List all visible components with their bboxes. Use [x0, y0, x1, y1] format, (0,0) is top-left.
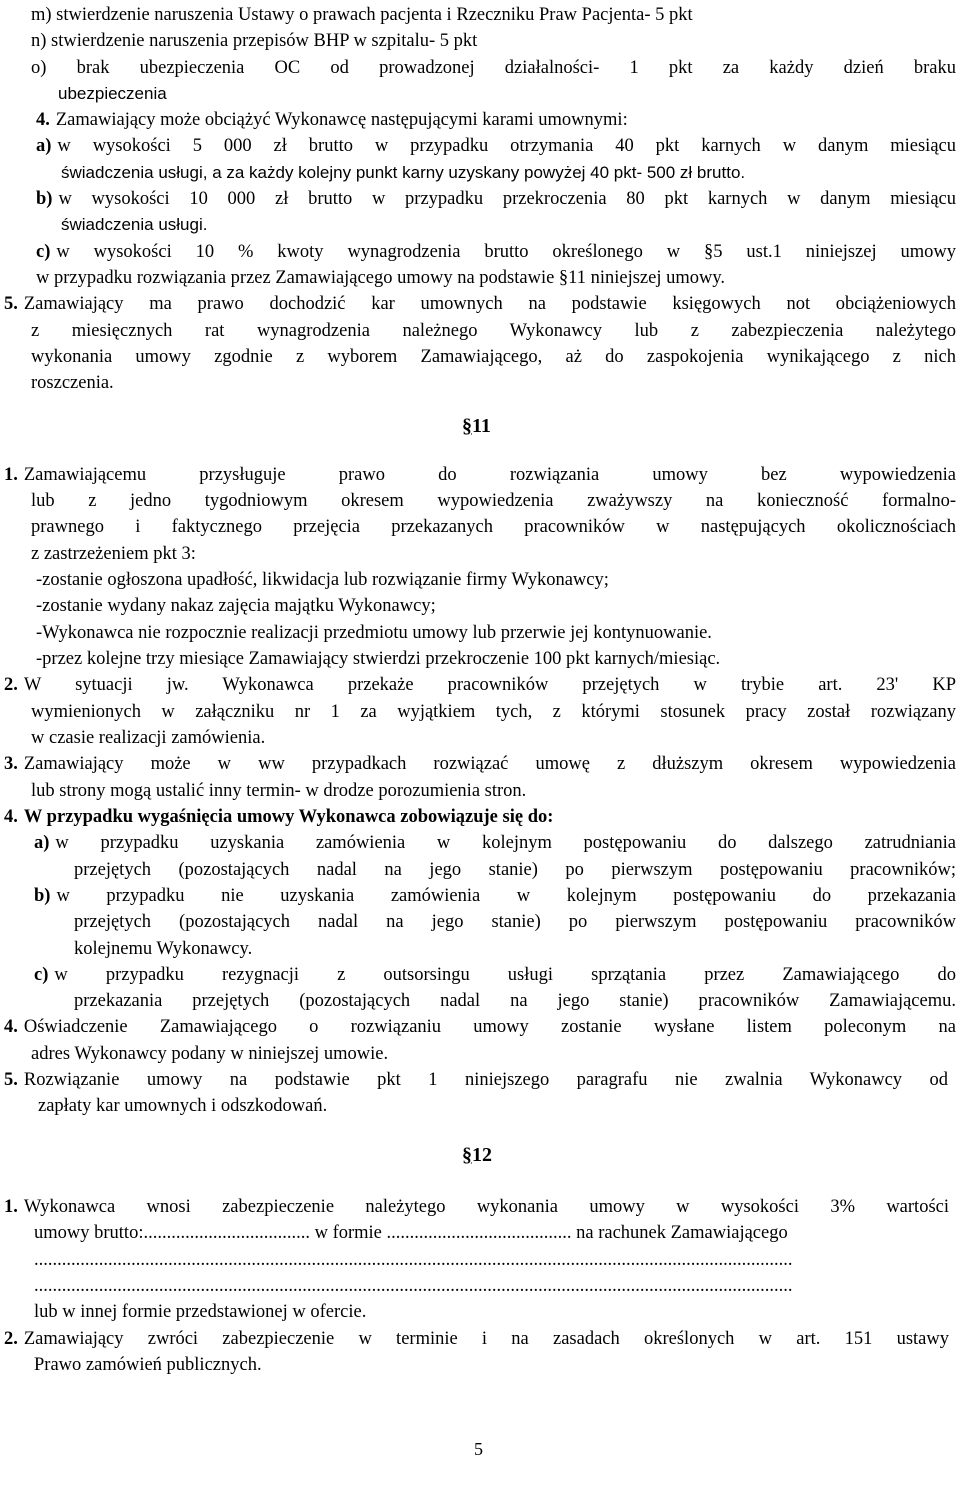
text-line	[4, 1326, 949, 1353]
text-line	[74, 857, 956, 884]
line-text: -zostanie ogłoszona upadłość, likwidacja lub rozwiązanie firmy Wykonawcy;	[36, 570, 609, 590]
line-text: lub strony mogą ustalić inny termin- w drodze porozumienia stron.	[31, 781, 527, 801]
text-line	[34, 1299, 956, 1326]
line-text: Wykonawca wnosi zabezpieczenie należytego wykonania umowy w wysokości 3% wartości	[23, 1197, 949, 1217]
section-heading	[462, 1142, 492, 1169]
text-line	[31, 778, 956, 805]
text-line	[34, 883, 956, 910]
list-marker: 4.	[4, 1017, 18, 1037]
text-line	[34, 1220, 952, 1247]
line-text: Zamawiający zwróci zabezpieczenie w terminie i na zasadach określonych w art. 151 ustawy	[23, 1329, 949, 1349]
line-text: przekazania przejętych (pozostających nadal na jego stanie) pracowników Zamawiającemu.	[74, 991, 956, 1011]
text-line	[36, 133, 956, 160]
line-text: lub z jedno tygodniowym okresem wypowiedzenia zważywszy na konieczność formalno-	[31, 491, 956, 511]
list-marker: 5.	[4, 1070, 18, 1090]
list-marker: 1.	[4, 465, 18, 485]
section-heading	[462, 413, 491, 440]
line-text: wymienionych w załączniku nr 1 za wyjątkiem tych, z którymi stosunek pracy został rozwiązany	[31, 702, 956, 722]
text-line	[31, 725, 956, 752]
line-text: świadczenia usługi.	[61, 215, 208, 234]
section-symbol: §	[462, 415, 472, 437]
line-text: Zamawiający może obciążyć Wykonawcę następującymi karami umownymi:	[55, 110, 628, 130]
text-line	[34, 1247, 956, 1274]
line-text: w przypadku rozwiązania przez Zamawiającego umowy na podstawie §11 niniejszej umowy.	[36, 268, 726, 288]
line-text: o) brak ubezpieczenia OC od prowadzonej działalności- 1 pkt za każdy dzień braku	[31, 58, 956, 78]
section-symbol: §	[462, 1144, 472, 1166]
line-text: prawnego i faktycznego przejęcia przekazanych pracowników w następujących okolicznościach	[31, 517, 956, 537]
list-marker: c)	[36, 242, 51, 262]
line-text: ....................................................................................................................................................................	[34, 1276, 793, 1296]
text-line	[34, 830, 956, 857]
line-text: w przypadku uzyskania zamówienia w kolejnym postępowaniu do dalszego zatrudniania	[55, 833, 956, 853]
line-text: z zastrzeżeniem pkt 3:	[31, 544, 196, 564]
page-number: 5	[474, 1439, 483, 1459]
text-line	[38, 1093, 948, 1120]
list-marker: 2.	[4, 1329, 18, 1349]
text-line	[36, 186, 956, 213]
section-number: 11	[472, 415, 491, 437]
line-text: w wysokości 10 % kwoty wynagrodzenia brutto określonego w §5 ust.1 niniejszej umowy	[56, 242, 956, 262]
line-text: w przypadku nie uzyskania zamówienia w kolejnym postępowaniu do przekazania	[56, 886, 956, 906]
text-line	[31, 370, 956, 397]
line-text: ....................................................................................................................................................................	[34, 1250, 793, 1270]
text-line	[4, 1014, 956, 1041]
text-line	[31, 2, 960, 29]
list-marker: 2.	[4, 675, 18, 695]
text-line	[58, 81, 958, 108]
line-text: -zostanie wydany nakaz zajęcia majątku Wykonawcy;	[36, 596, 436, 616]
line-text: Zamawiający ma prawo dochodzić kar umownych na podstawie księgowych not obciążeniowych	[23, 294, 956, 314]
text-line	[4, 1067, 948, 1094]
text-line	[34, 1352, 952, 1379]
line-text: W przypadku wygaśnięcia umowy Wykonawca zobowiązuje się do:	[23, 807, 554, 827]
text-line	[61, 212, 956, 239]
text-line	[74, 936, 956, 963]
list-marker: a)	[36, 136, 52, 156]
text-line	[74, 909, 956, 936]
list-marker: 5.	[4, 294, 18, 314]
line-text: kolejnemu Wykonawcy.	[74, 939, 253, 959]
text-line	[4, 291, 956, 318]
text-line	[36, 567, 956, 594]
text-line	[74, 988, 956, 1015]
line-text: w wysokości 5 000 zł brutto w przypadku otrzymania 40 pkt karnych w danym miesiącu	[57, 136, 956, 156]
line-text: lub w innej formie przedstawionej w ofercie.	[34, 1302, 367, 1322]
text-line	[31, 514, 956, 541]
text-line	[4, 462, 956, 489]
text-line	[31, 318, 956, 345]
text-line	[4, 751, 956, 778]
text-line	[34, 962, 956, 989]
text-line	[36, 265, 956, 292]
line-text: Zamawiającemu przysługuje prawo do rozwiązania umowy bez wypowiedzenia	[23, 465, 956, 485]
text-line	[4, 1194, 949, 1221]
line-text: Zamawiający może w ww przypadkach rozwiązać umowę z dłuższym okresem wypowiedzenia	[23, 754, 956, 774]
list-marker: b)	[36, 189, 53, 209]
text-line	[36, 107, 956, 134]
line-text: m) stwierdzenie naruszenia Ustawy o prawach pacjenta i Rzeczniku Praw Pacjenta- 5 pkt	[31, 5, 693, 25]
text-line	[36, 593, 956, 620]
text-line	[36, 646, 956, 673]
line-text: z miesięcznych rat wynagrodzenia należnego Wykonawcy lub z zabezpieczenia należytego	[31, 321, 956, 341]
section-number: 12	[472, 1144, 492, 1166]
line-text: wykonania umowy zgodnie z wyborem Zamawiającego, aż do zaspokojenia wynikającego z nich	[31, 347, 956, 367]
line-text: przejętych (pozostających nadal na jego stanie) po pierwszym postępowaniu pracowników;	[74, 860, 956, 880]
line-text: w czasie realizacji zamówienia.	[31, 728, 266, 748]
line-text: umowy brutto:.................................... w formie ........................................ na rachunek Zamawiającego	[34, 1223, 788, 1243]
line-text: roszczenia.	[31, 373, 114, 393]
line-text: -Wykonawca nie rozpocznie realizacji przedmiotu umowy lub przerwie jej kontynuowanie.	[36, 623, 712, 643]
text-line	[31, 55, 956, 82]
text-line	[4, 672, 956, 699]
line-text: adres Wykonawcy podany w niniejszej umowie.	[31, 1044, 389, 1064]
list-marker: a)	[34, 833, 50, 853]
line-text: -przez kolejne trzy miesiące Zamawiający stwierdzi przekroczenie 100 pkt karnych/miesiąc.	[36, 649, 721, 669]
list-marker: 3.	[4, 754, 18, 774]
line-text: Prawo zamówień publicznych.	[34, 1355, 262, 1375]
line-text: ubezpieczenia	[58, 84, 167, 103]
text-line	[31, 28, 960, 55]
text-line	[4, 804, 956, 831]
line-text: Oświadczenie Zamawiającego o rozwiązaniu umowy zostanie wysłane listem poleconym na	[23, 1017, 956, 1037]
line-text: zapłaty kar umownych i odszkodowań.	[38, 1096, 328, 1116]
line-text: Rozwiązanie umowy na podstawie pkt 1 niniejszego paragrafu nie zwalnia Wykonawcy od	[23, 1070, 948, 1090]
list-marker: 1.	[4, 1197, 18, 1217]
text-line	[31, 1041, 956, 1068]
text-line	[61, 160, 956, 187]
line-text: w wysokości 10 000 zł brutto w przypadku przekroczenia 80 pkt karnych w danym miesiącu	[58, 189, 956, 209]
text-line	[31, 488, 956, 515]
text-line	[31, 541, 956, 568]
text-line	[36, 620, 956, 647]
text-line	[36, 239, 956, 266]
line-text: n) stwierdzenie naruszenia przepisów BHP w szpitalu- 5 pkt	[31, 31, 478, 51]
list-marker: b)	[34, 886, 51, 906]
line-text: świadczenia usługi, a za każdy kolejny punkt karny uzyskany powyżej 40 pkt- 500 zł brutto.	[61, 163, 746, 182]
line-text: w przypadku rezygnacji z outsorsingu usługi sprzątania przez Zamawiającego do	[54, 965, 956, 985]
line-text: W sytuacji jw. Wykonawca przekaże pracowników przejętych w trybie art. 23' KP	[23, 675, 956, 695]
list-marker: c)	[34, 965, 49, 985]
list-marker: 4.	[36, 110, 50, 130]
list-marker: 4.	[4, 807, 18, 827]
text-line	[34, 1273, 956, 1300]
text-line	[31, 699, 956, 726]
line-text: przejętych (pozostających nadal na jego stanie) po pierwszym postępowaniu pracowników	[74, 912, 956, 932]
text-line	[31, 344, 956, 371]
